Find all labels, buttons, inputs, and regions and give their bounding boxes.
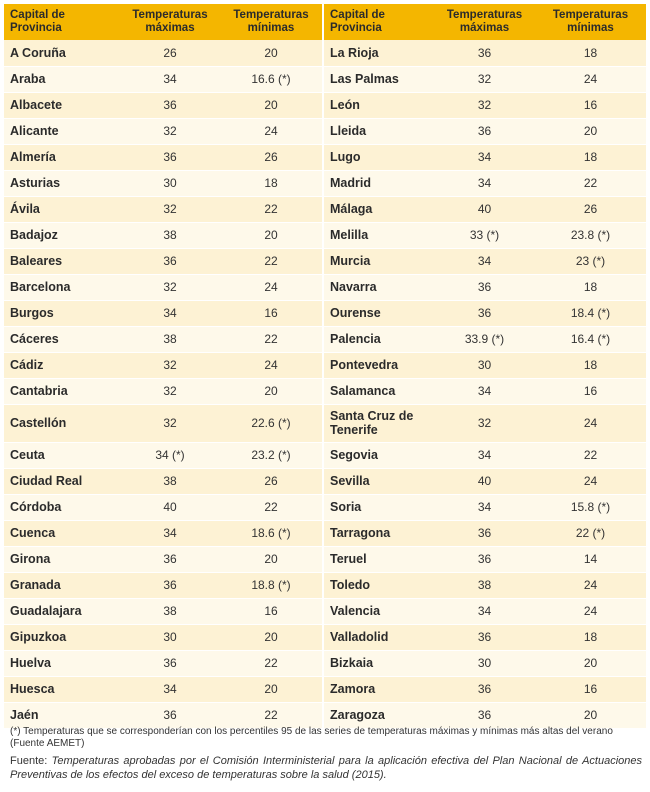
header-capital-left: Capital de Provincia <box>10 9 65 34</box>
table-row <box>4 494 646 520</box>
header-max-left: Temperaturas máximas <box>132 9 208 34</box>
cell-max-right: 34 <box>434 598 535 624</box>
cell-min-left: 23.2 (*) <box>220 442 323 468</box>
table-row <box>4 404 646 442</box>
source-text: Temperaturas aprobadas por el Comisión Interministerial para la aplicación efectiva del Plan Nacional de Actuaciones Preventivas de los efectos del exceso de temperaturas sobre la salud (2015). <box>10 755 642 781</box>
cell-capital-left: Almería <box>4 144 120 170</box>
cell-min-left: 22 <box>220 702 323 728</box>
table-header-row <box>4 4 646 40</box>
cell-min-left: 18.8 (*) <box>220 572 323 598</box>
table-row <box>4 520 646 546</box>
cell-capital-left: Guadalajara <box>4 598 120 624</box>
cell-min-right: 20 <box>535 702 646 728</box>
cell-capital-left: Gipuzkoa <box>4 624 120 650</box>
cell-min-right: 14 <box>535 546 646 572</box>
cell-max-right: 34 <box>434 170 535 196</box>
table-row <box>4 352 646 378</box>
cell-max-left: 36 <box>120 144 220 170</box>
cell-capital-right: Valencia <box>323 598 434 624</box>
cell-max-right: 34 <box>434 442 535 468</box>
cell-min-right: 18 <box>535 144 646 170</box>
cell-capital-right: Málaga <box>323 196 434 222</box>
cell-min-right: 16 <box>535 676 646 702</box>
cell-capital-left: Cáceres <box>4 326 120 352</box>
cell-max-left: 36 <box>120 702 220 728</box>
table-row <box>4 378 646 404</box>
cell-max-right: 36 <box>434 624 535 650</box>
cell-max-left: 36 <box>120 546 220 572</box>
cell-capital-left: Cuenca <box>4 520 120 546</box>
cell-max-left: 38 <box>120 222 220 248</box>
cell-max-left: 30 <box>120 170 220 196</box>
cell-max-right: 34 <box>434 378 535 404</box>
cell-min-right: 16.4 (*) <box>535 326 646 352</box>
cell-capital-right: Lugo <box>323 144 434 170</box>
cell-capital-right: Soria <box>323 494 434 520</box>
cell-capital-right: León <box>323 92 434 118</box>
cell-max-left: 38 <box>120 468 220 494</box>
cell-max-right: 40 <box>434 196 535 222</box>
cell-capital-right: Murcia <box>323 248 434 274</box>
cell-max-right: 36 <box>434 546 535 572</box>
cell-min-right: 18 <box>535 274 646 300</box>
cell-min-left: 20 <box>220 546 323 572</box>
cell-max-left: 38 <box>120 598 220 624</box>
cell-min-right: 18 <box>535 624 646 650</box>
cell-capital-left: Ciudad Real <box>4 468 120 494</box>
table-row <box>4 702 646 728</box>
cell-min-right: 24 <box>535 572 646 598</box>
cell-min-left: 18 <box>220 170 323 196</box>
cell-capital-left: Girona <box>4 546 120 572</box>
table-row <box>4 326 646 352</box>
cell-capital-right: Valladolid <box>323 624 434 650</box>
cell-capital-right: Zamora <box>323 676 434 702</box>
cell-capital-left: Jaén <box>4 702 120 728</box>
cell-capital-left: Baleares <box>4 248 120 274</box>
cell-min-left: 24 <box>220 118 323 144</box>
header-capital-right: Capital de Provincia <box>323 4 434 40</box>
table-row <box>4 248 646 274</box>
cell-capital-left: Alicante <box>4 118 120 144</box>
cell-capital-left: Cádiz <box>4 352 120 378</box>
cell-max-left: 34 <box>120 66 220 92</box>
cell-min-right: 24 <box>535 468 646 494</box>
cell-min-left: 22 <box>220 494 323 520</box>
table-row <box>4 144 646 170</box>
cell-capital-right: Tarragona <box>323 520 434 546</box>
table-row <box>4 300 646 326</box>
cell-min-left: 18.6 (*) <box>220 520 323 546</box>
temperature-table <box>4 4 646 729</box>
cell-capital-left: A Coruña <box>4 40 120 66</box>
cell-capital-right: Salamanca <box>323 378 434 404</box>
cell-max-left: 40 <box>120 494 220 520</box>
cell-min-right: 18 <box>535 352 646 378</box>
cell-capital-left: Huelva <box>4 650 120 676</box>
cell-min-right: 18 <box>535 40 646 66</box>
table-row <box>4 572 646 598</box>
cell-max-left: 36 <box>120 650 220 676</box>
cell-max-left: 26 <box>120 40 220 66</box>
cell-min-left: 22.6 (*) <box>220 404 323 442</box>
cell-max-right: 36 <box>434 274 535 300</box>
cell-capital-left: Araba <box>4 66 120 92</box>
cell-max-left: 34 (*) <box>120 442 220 468</box>
cell-max-left: 36 <box>120 572 220 598</box>
cell-min-right: 16 <box>535 92 646 118</box>
cell-max-left: 34 <box>120 520 220 546</box>
header-max-right: Temperaturas máximas <box>446 9 523 34</box>
cell-min-right: 22 <box>535 442 646 468</box>
cell-capital-right: Toledo <box>323 572 434 598</box>
cell-max-right: 34 <box>434 494 535 520</box>
cell-min-right: 16 <box>535 378 646 404</box>
cell-capital-right: Segovia <box>323 442 434 468</box>
table-row <box>4 40 646 66</box>
cell-capital-right: Santa Cruz de Tenerife <box>323 404 434 442</box>
cell-max-left: 32 <box>120 404 220 442</box>
cell-min-left: 16 <box>220 598 323 624</box>
cell-max-right: 32 <box>434 66 535 92</box>
cell-capital-left: Ávila <box>4 196 120 222</box>
cell-min-left: 20 <box>220 378 323 404</box>
cell-capital-left: Huesca <box>4 676 120 702</box>
cell-capital-right: Lleida <box>323 118 434 144</box>
cell-min-right: 24 <box>535 66 646 92</box>
cell-max-left: 32 <box>120 118 220 144</box>
cell-max-right: 32 <box>434 404 535 442</box>
cell-min-right: 23 (*) <box>535 248 646 274</box>
cell-min-right: 22 (*) <box>535 520 646 546</box>
cell-max-right: 38 <box>434 572 535 598</box>
cell-min-right: 24 <box>535 598 646 624</box>
cell-max-right: 36 <box>434 702 535 728</box>
cell-min-left: 26 <box>220 468 323 494</box>
cell-max-right: 33 (*) <box>434 222 535 248</box>
cell-min-left: 22 <box>220 196 323 222</box>
cell-min-left: 16.6 (*) <box>220 66 323 92</box>
header-min-right: Temperaturas mínimas <box>552 9 629 34</box>
cell-min-right: 22 <box>535 170 646 196</box>
table-row <box>4 222 646 248</box>
cell-min-right: 15.8 (*) <box>535 494 646 520</box>
cell-max-left: 32 <box>120 378 220 404</box>
cell-capital-left: Granada <box>4 572 120 598</box>
table-row <box>4 468 646 494</box>
table-row <box>4 442 646 468</box>
cell-max-right: 36 <box>434 520 535 546</box>
cell-capital-right: Pontevedra <box>323 352 434 378</box>
cell-max-right: 30 <box>434 352 535 378</box>
cell-max-left: 32 <box>120 274 220 300</box>
cell-max-right: 32 <box>434 92 535 118</box>
cell-max-left: 38 <box>120 326 220 352</box>
cell-capital-right: Zaragoza <box>323 702 434 728</box>
cell-min-right: 24 <box>535 404 646 442</box>
source-note <box>10 754 642 782</box>
cell-min-left: 20 <box>220 676 323 702</box>
cell-min-left: 16 <box>220 300 323 326</box>
cell-capital-left: Albacete <box>4 92 120 118</box>
cell-capital-right: Palencia <box>323 326 434 352</box>
table-row <box>4 66 646 92</box>
cell-min-left: 22 <box>220 248 323 274</box>
cell-capital-right: La Rioja <box>323 40 434 66</box>
cell-capital-right: Las Palmas <box>323 66 434 92</box>
cell-capital-left: Asturias <box>4 170 120 196</box>
table-row <box>4 274 646 300</box>
cell-max-right: 40 <box>434 468 535 494</box>
table-row <box>4 598 646 624</box>
cell-max-left: 34 <box>120 676 220 702</box>
cell-max-left: 30 <box>120 624 220 650</box>
cell-capital-left: Burgos <box>4 300 120 326</box>
cell-capital-left: Cantabria <box>4 378 120 404</box>
cell-capital-right: Melilla <box>323 222 434 248</box>
cell-max-left: 32 <box>120 196 220 222</box>
cell-capital-left: Castellón <box>4 404 120 442</box>
table-row <box>4 196 646 222</box>
header-min-left: Temperaturas mínimas <box>233 9 309 34</box>
cell-min-right: 20 <box>535 650 646 676</box>
cell-max-left: 36 <box>120 248 220 274</box>
cell-min-left: 22 <box>220 326 323 352</box>
cell-min-right: 18.4 (*) <box>535 300 646 326</box>
cell-min-left: 20 <box>220 222 323 248</box>
table-row <box>4 546 646 572</box>
cell-max-right: 34 <box>434 248 535 274</box>
cell-max-right: 33.9 (*) <box>434 326 535 352</box>
cell-capital-left: Barcelona <box>4 274 120 300</box>
cell-max-left: 34 <box>120 300 220 326</box>
cell-capital-left: Ceuta <box>4 442 120 468</box>
cell-capital-right: Ourense <box>323 300 434 326</box>
table-row <box>4 650 646 676</box>
footnote: (*) Temperaturas que se corresponderían con los percentiles 95 de las series de temperaturas máximas y mínimas más altas del verano (Fuente AEMET) <box>10 726 613 749</box>
cell-max-right: 34 <box>434 144 535 170</box>
cell-max-left: 36 <box>120 92 220 118</box>
cell-min-left: 20 <box>220 92 323 118</box>
cell-capital-right: Bizkaia <box>323 650 434 676</box>
cell-max-right: 36 <box>434 300 535 326</box>
cell-min-left: 20 <box>220 624 323 650</box>
cell-min-left: 20 <box>220 40 323 66</box>
cell-max-right: 36 <box>434 676 535 702</box>
table-row <box>4 624 646 650</box>
cell-capital-right: Madrid <box>323 170 434 196</box>
cell-min-right: 23.8 (*) <box>535 222 646 248</box>
table-body <box>4 40 646 728</box>
cell-max-right: 36 <box>434 40 535 66</box>
cell-capital-left: Córdoba <box>4 494 120 520</box>
table-row <box>4 170 646 196</box>
cell-capital-right: Navarra <box>323 274 434 300</box>
cell-capital-right: Teruel <box>323 546 434 572</box>
cell-min-right: 26 <box>535 196 646 222</box>
cell-min-left: 22 <box>220 650 323 676</box>
cell-min-left: 26 <box>220 144 323 170</box>
cell-max-left: 32 <box>120 352 220 378</box>
cell-capital-right: Sevilla <box>323 468 434 494</box>
cell-capital-left: Badajoz <box>4 222 120 248</box>
table-row <box>4 118 646 144</box>
cell-min-right: 20 <box>535 118 646 144</box>
cell-min-left: 24 <box>220 274 323 300</box>
table-row <box>4 676 646 702</box>
table-row <box>4 92 646 118</box>
cell-max-right: 36 <box>434 118 535 144</box>
cell-min-left: 24 <box>220 352 323 378</box>
source-label: Fuente: <box>10 755 48 767</box>
cell-max-right: 30 <box>434 650 535 676</box>
